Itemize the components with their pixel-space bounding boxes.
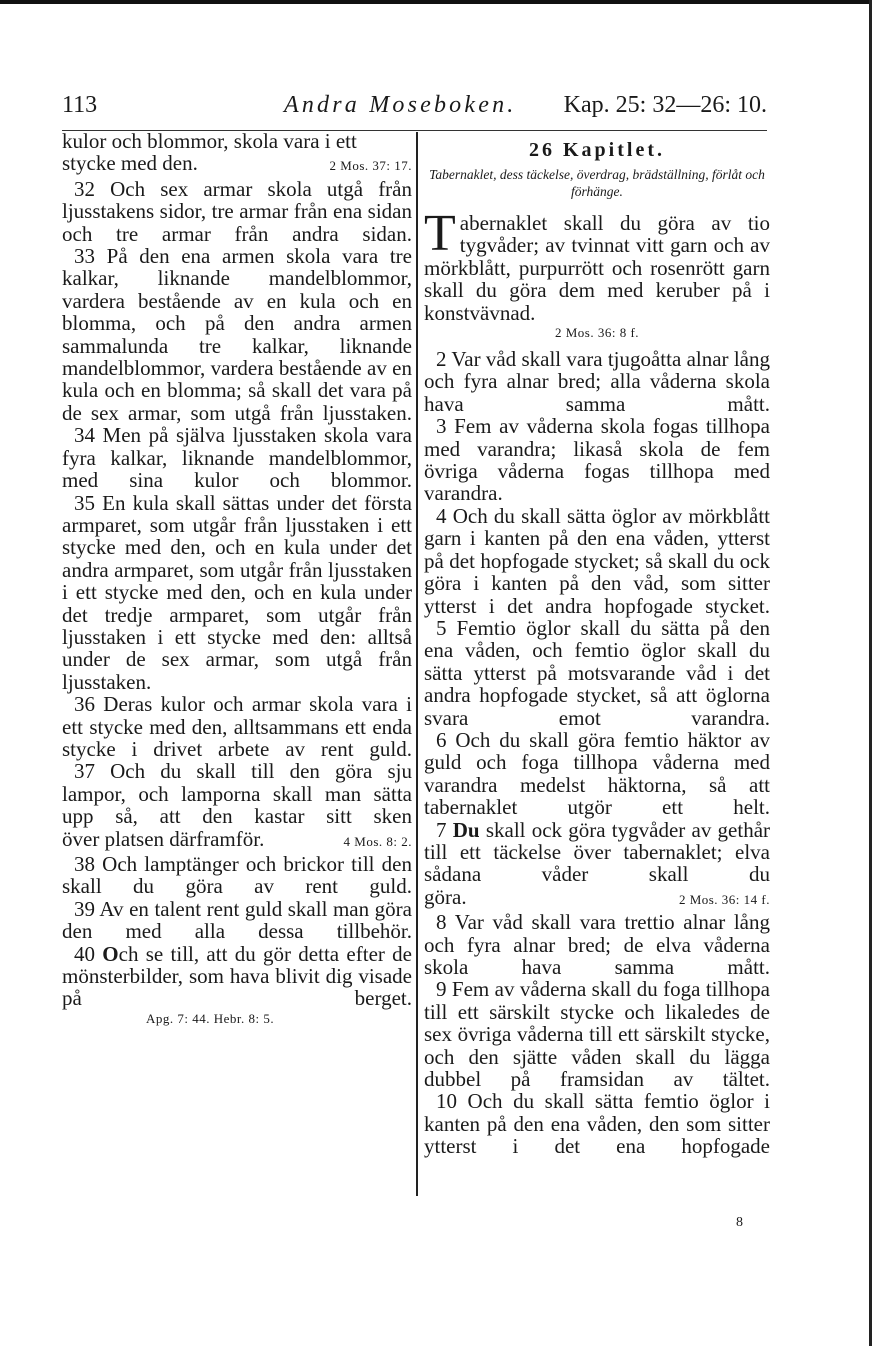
verse-text: abernaklet skall du göra av tio tygvåder; av tvinnat vitt garn och av mörkblått, purpurrött och rosenrött garn skall du göra dem med keruber på i konstvävnad. bbox=[424, 211, 770, 325]
verse-38: 38 Och lamptänger och brickor till den skall du göra av rent guld. bbox=[62, 852, 412, 899]
right-column bbox=[424, 130, 770, 1158]
left-column bbox=[62, 130, 412, 1028]
verse-32: 32 Och sex armar skola utgå från ljusstakens sidor, tre armar från ena sidan och tre armar från andra sidan. bbox=[62, 176, 412, 246]
verse-5: 5 Femtio öglor skall du sätta på den ena våden, och femtio öglor skall du sätta ytterst på motsvarande våd i det andra hopfogade stycket, så att öglorna svara emot varandra. bbox=[424, 615, 770, 730]
cross-reference: 2 Mos. 36: 8 f. bbox=[554, 325, 640, 341]
verse-7 bbox=[424, 819, 770, 886]
verse-text: skall ock göra tygvåder av gethår till ett täckelse över tabernaklet; elva sådana våder skall du bbox=[424, 817, 771, 887]
book-title: Andra Moseboken. bbox=[284, 92, 517, 118]
chapter-reference: Kap. 25: 32—26: 10. bbox=[563, 92, 767, 118]
verse-35: 35 En kula skall sättas under det första armparet, som utgår från ljusstaken i ett stycke med den, och en kula under det andra armparet, som utgår från ljusstaken i ett stycke med den, och en kula under det tredje armparet, som utgår från ljusstaken i ett stycke med den: alltså under de sex armar, som utgå från ljusstaken. bbox=[62, 490, 412, 694]
verse-number: 40 bbox=[74, 941, 95, 966]
signature-mark: 8 bbox=[736, 1215, 743, 1230]
column-divider bbox=[416, 132, 418, 1196]
verse-3: 3 Fem av våderna skola fogas tillhopa med varandra; likaså skola de fem övriga våderna fogas tillhopa med varandra. bbox=[424, 414, 770, 506]
page-number: 113 bbox=[62, 92, 98, 118]
scan-top-edge bbox=[0, 0, 872, 4]
verse-2: 2 Var våd skall vara tjugoåtta alnar lång och fyra alnar bred; alla våderna skola hava samma mått. bbox=[424, 347, 770, 416]
cross-reference: 2 Mos. 36: 14 f. bbox=[678, 891, 770, 907]
verse-40 bbox=[62, 943, 412, 1010]
cross-reference: 4 Mos. 8: 2. bbox=[343, 833, 412, 849]
verse-6: 6 Och du skall göra femtio häktor av guld och foga tillhopa våderna med varandra medelst häktorna, så att tabernaklet utgör ett helt. bbox=[424, 727, 770, 820]
text-line: stycke med den. bbox=[62, 151, 198, 176]
verse-10: 10 Och du skall sätta femtio öglor i kanten på den ena våden, den som sitter ytterst i det ena hopfogade bbox=[424, 1089, 770, 1159]
text-line: kulor och blommor, skola vara i ett bbox=[62, 129, 357, 153]
verse-34: 34 Men på själva ljusstaken skola vara fyra kalkar, liknande mandelblommor, med sina kulor och blommor. bbox=[62, 423, 412, 493]
verse-9: 9 Fem av våderna skall du foga tillhopa till ett särskilt stycke och likaledes de sex övriga våderna till ett särskilt stycke, och den sjätte våden skall du lägga dubbel på framsidan av tältet. bbox=[424, 977, 770, 1092]
text-line-with-reference bbox=[62, 152, 412, 177]
text-line-with-reference bbox=[424, 886, 770, 911]
verse-number: 7 bbox=[436, 817, 447, 842]
verse-4: 4 Och du skall sätta öglor av mörkblått garn i kanten på den ena våden, ytterst på det hopfogade stycket; så skall du ock göra i kanten på den våd, som sitter ytterst i det andra hopfogade stycket. bbox=[424, 503, 770, 618]
verse-37: 37 Och du skall till den göra sju lampor, och lamporna skall man sätta upp så, att den kastar sitt sken bbox=[62, 759, 412, 829]
section-start-letter: O bbox=[102, 941, 119, 966]
verse-1 bbox=[424, 205, 770, 325]
cross-reference: 2 Mos. 37: 17. bbox=[329, 158, 412, 174]
verse-39: 39 Av en talent rent guld skall man göra den med alla dessa tillbehör. bbox=[62, 896, 412, 944]
chapter-summary: Tabernaklet, dess täckelse, överdrag, brädställning, förlåt och förhänge. bbox=[429, 167, 765, 199]
chapter-title: 26 Kapitlet. bbox=[529, 139, 665, 161]
verse-text: ch se till, att du gör detta efter de mönsterbilder, som hava blivit dig visade på berget. bbox=[62, 941, 412, 1011]
verse-36: 36 Deras kulor och armar skola vara i ett stycke med den, alltsammans ett enda stycke i drivet arbete av rent guld. bbox=[62, 692, 412, 761]
page-header bbox=[62, 92, 767, 126]
text-line: över platsen därframför. bbox=[62, 826, 265, 851]
drop-cap: T bbox=[424, 205, 456, 262]
section-start-word: Du bbox=[452, 817, 480, 842]
verse-33: 33 På den ena armen skola vara tre kalkar, liknande mandelblommor, vardera bestående av en kula och en blomma, och på den andra armen sammalunda tre kalkar, liknande mandelblommor, vardera bestående av en kula och en blomma; så skall det vara på de sex armar, som utgå från ljusstaken. bbox=[62, 244, 412, 425]
cross-reference: Apg. 7: 44. Hebr. 8: 5. bbox=[146, 1010, 275, 1026]
text-line: göra. bbox=[424, 884, 467, 909]
verse-8: 8 Var våd skall vara trettio alnar lång och fyra alnar bred; de elva våderna skola hava samma mått. bbox=[424, 910, 770, 979]
text-line-with-reference bbox=[62, 828, 412, 853]
